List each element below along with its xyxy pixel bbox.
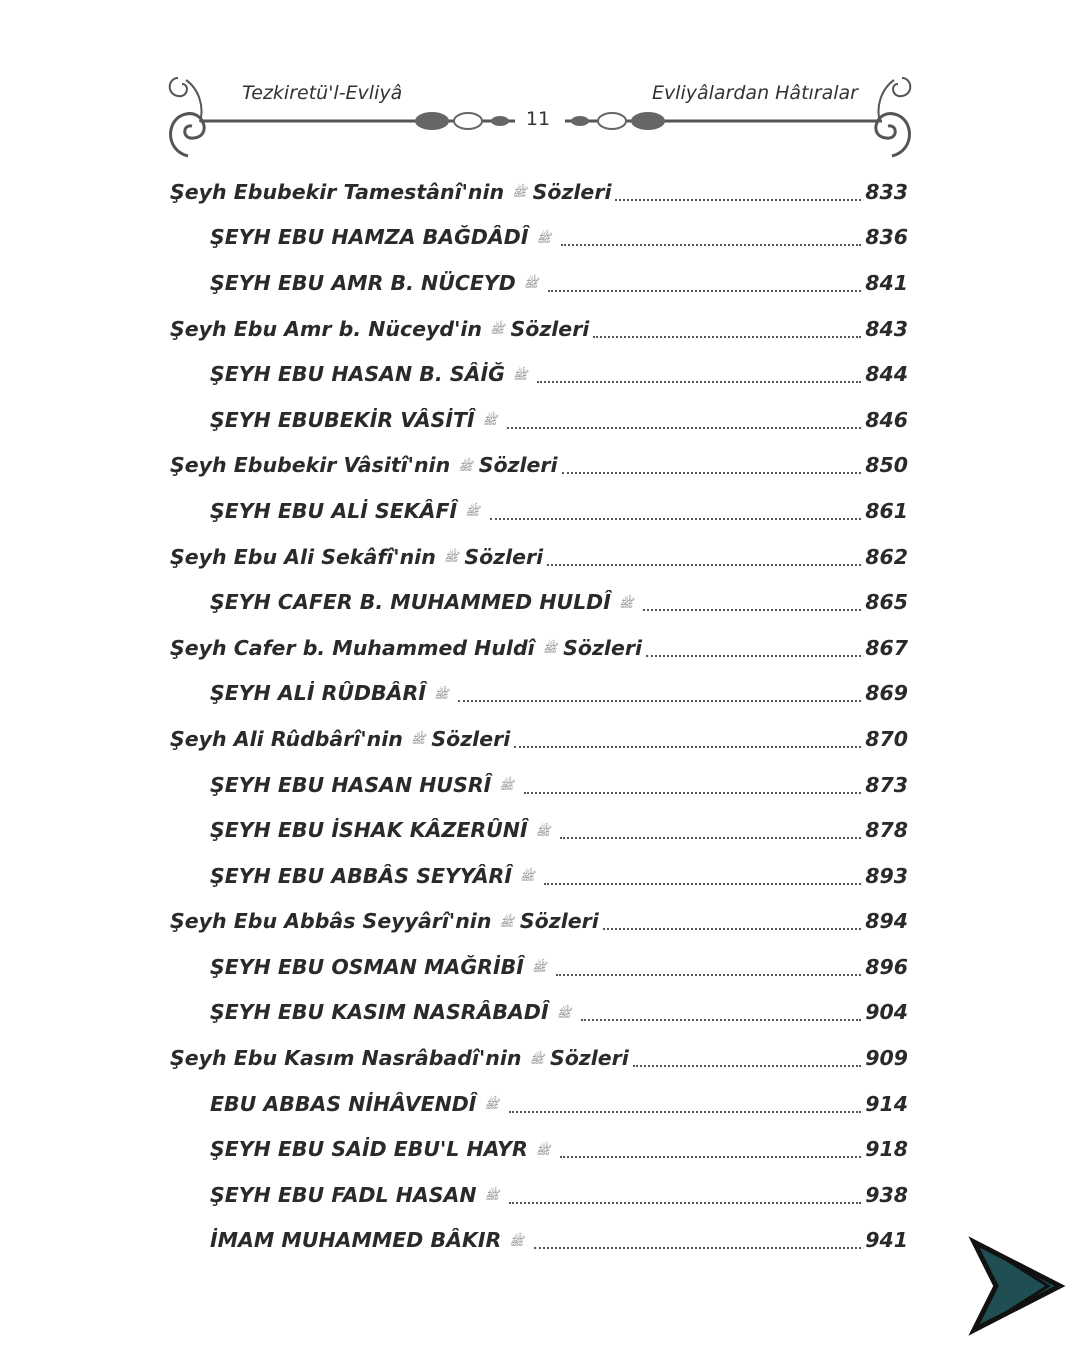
honorific-icon: ﷺ bbox=[499, 778, 514, 793]
toc-entry-title bbox=[210, 1000, 577, 1024]
dot-leader bbox=[537, 381, 861, 383]
dot-leader bbox=[562, 472, 862, 474]
toc-entry-page: 862 bbox=[865, 544, 908, 569]
toc-entry-text: ŞEYH CAFER B. MUHAMMED HULDÎ bbox=[210, 590, 611, 615]
toc-entry[interactable] bbox=[170, 1172, 908, 1218]
toc-entry-text: Şeyh Cafer b. Muhammed Huldî bbox=[170, 635, 535, 660]
toc-entry-text: ŞEYH EBU İSHAK KÂZERÛNÎ bbox=[210, 818, 528, 843]
toc-entry[interactable] bbox=[170, 579, 908, 625]
dot-leader bbox=[556, 974, 861, 976]
toc-entry-title bbox=[210, 1092, 505, 1116]
toc-entry[interactable] bbox=[170, 306, 908, 352]
toc-entry-title bbox=[170, 727, 510, 751]
dot-leader bbox=[560, 837, 861, 839]
dot-leader bbox=[458, 700, 861, 702]
toc-entry-page: 893 bbox=[865, 863, 908, 888]
honorific-icon: ﷺ bbox=[535, 823, 551, 838]
toc-entry[interactable] bbox=[170, 1035, 908, 1081]
dot-leader bbox=[534, 1247, 861, 1249]
toc-entry-title bbox=[210, 271, 544, 295]
honorific-icon: ﷺ bbox=[482, 413, 498, 428]
toc-entry[interactable] bbox=[170, 397, 908, 443]
toc-entry[interactable] bbox=[170, 215, 908, 261]
toc-entry[interactable] bbox=[170, 488, 908, 534]
toc-entry-page: 870 bbox=[865, 726, 908, 751]
toc-entry-page: 844 bbox=[865, 362, 908, 387]
toc-entry-title bbox=[210, 773, 520, 797]
toc-entry[interactable] bbox=[170, 443, 908, 489]
toc-entry-page: 878 bbox=[865, 818, 908, 843]
honorific-icon: ﷺ bbox=[542, 641, 558, 656]
honorific-icon: ﷺ bbox=[535, 1142, 551, 1157]
toc-entry[interactable] bbox=[170, 1218, 908, 1264]
toc-entry-text: ŞEYH EBU ALİ SEKÂFÎ bbox=[210, 498, 458, 523]
toc-entry-page: 867 bbox=[865, 635, 908, 660]
dot-leader bbox=[514, 746, 861, 748]
toc-entry-title bbox=[210, 681, 454, 705]
dot-leader bbox=[509, 1111, 861, 1113]
toc-entry-page: 904 bbox=[865, 1000, 908, 1025]
toc-entry-text: ŞEYH EBU AMR B. NÜCEYD bbox=[210, 270, 516, 295]
toc-entry-suffix: Sözleri bbox=[510, 316, 590, 341]
toc-entry-page: 938 bbox=[865, 1182, 908, 1207]
dot-leader bbox=[560, 1156, 861, 1158]
dot-leader bbox=[593, 336, 861, 338]
toc-entry-page: 918 bbox=[865, 1137, 908, 1162]
toc-entry[interactable] bbox=[170, 762, 908, 808]
toc-entry[interactable] bbox=[170, 671, 908, 717]
toc-entry-page: 846 bbox=[865, 407, 908, 432]
toc-entry[interactable] bbox=[170, 1081, 908, 1127]
honorific-icon: ﷺ bbox=[484, 1097, 499, 1112]
honorific-icon: ﷺ bbox=[443, 550, 459, 565]
toc-entry-title bbox=[210, 1137, 556, 1161]
dot-leader bbox=[581, 1019, 861, 1021]
toc-entry-page: 841 bbox=[865, 270, 908, 295]
toc-entry-suffix: Sözleri bbox=[549, 1046, 629, 1071]
honorific-icon: ﷺ bbox=[618, 595, 634, 610]
dot-leader bbox=[643, 609, 861, 611]
toc-entry[interactable] bbox=[170, 260, 908, 306]
toc-entry-text: EBU ABBAS NİHÂVENDÎ bbox=[210, 1091, 477, 1116]
toc-entry-page: 896 bbox=[865, 954, 908, 979]
honorific-icon: ﷺ bbox=[484, 1188, 500, 1203]
next-page-arrow-icon[interactable] bbox=[962, 1236, 1066, 1336]
honorific-icon: ﷺ bbox=[512, 185, 527, 200]
toc-entry-text: Şeyh Ebubekir Tamestânî'nin bbox=[170, 179, 505, 204]
dot-leader bbox=[633, 1065, 861, 1067]
toc-entry-text: Şeyh Ebu Abbâs Seyyârî'nin bbox=[170, 909, 492, 934]
header-book-title: Tezkiretü'l-Evliyâ bbox=[242, 82, 403, 104]
toc-entry-title bbox=[170, 453, 558, 477]
table-of-contents bbox=[170, 169, 908, 1263]
dot-leader bbox=[561, 244, 861, 246]
toc-entry-title bbox=[170, 909, 599, 933]
toc-entry-title bbox=[210, 499, 486, 523]
toc-entry-title bbox=[210, 408, 503, 432]
honorific-icon: ﷺ bbox=[509, 1233, 524, 1248]
toc-entry-title bbox=[210, 1228, 530, 1252]
toc-entry-title bbox=[170, 636, 642, 660]
dot-leader bbox=[646, 655, 861, 657]
toc-entry-title bbox=[210, 362, 533, 386]
toc-entry-suffix: Sözleri bbox=[532, 179, 612, 204]
honorific-icon: ﷺ bbox=[458, 458, 473, 473]
toc-entry[interactable] bbox=[170, 169, 908, 215]
toc-entry-text: ŞEYH EBU HASAN B. SÂİĞ bbox=[210, 362, 505, 387]
honorific-icon: ﷺ bbox=[499, 914, 514, 929]
toc-entry-text: ŞEYH EBU HASAN HUSRÎ bbox=[210, 772, 492, 797]
toc-entry[interactable] bbox=[170, 1126, 908, 1172]
toc-entry[interactable] bbox=[170, 625, 908, 671]
honorific-icon: ﷺ bbox=[556, 1005, 572, 1020]
toc-entry-text: ŞEYH EBUBEKİR VÂSİTÎ bbox=[210, 407, 475, 432]
honorific-icon: ﷺ bbox=[489, 322, 505, 337]
toc-entry-text: ŞEYH EBU SAİD EBU'L HAYR bbox=[210, 1137, 528, 1162]
page-number: 11 bbox=[516, 108, 560, 130]
toc-entry-title bbox=[210, 864, 540, 888]
toc-entry-text: Şeyh Ebu Amr b. Nüceyd'in bbox=[170, 316, 482, 341]
dot-leader bbox=[509, 1202, 861, 1204]
toc-entry[interactable] bbox=[170, 899, 908, 945]
toc-entry-title bbox=[210, 1183, 505, 1207]
toc-entry-suffix: Sözleri bbox=[431, 726, 511, 751]
toc-entry-title bbox=[170, 1046, 629, 1070]
toc-entry-page: 836 bbox=[865, 225, 908, 250]
honorific-icon: ﷺ bbox=[433, 686, 449, 701]
toc-entry-title bbox=[210, 590, 639, 614]
honorific-icon: ﷺ bbox=[465, 504, 480, 519]
toc-entry-text: ŞEYH EBU ABBÂS SEYYÂRÎ bbox=[210, 863, 512, 888]
toc-entry-page: 850 bbox=[865, 453, 908, 478]
toc-entry-page: 894 bbox=[865, 909, 908, 934]
toc-entry-text: İMAM MUHAMMED BÂKIR bbox=[210, 1228, 502, 1253]
toc-entry-suffix: Sözleri bbox=[563, 635, 643, 660]
dot-leader bbox=[524, 792, 861, 794]
toc-entry-title bbox=[210, 225, 557, 249]
toc-entry-text: Şeyh Ali Rûdbârî'nin bbox=[170, 726, 403, 751]
header-section-title: Evliyâlardan Hâtıralar bbox=[651, 82, 858, 104]
toc-entry[interactable] bbox=[170, 807, 908, 853]
dot-leader bbox=[547, 564, 861, 566]
toc-entry-suffix: Sözleri bbox=[478, 453, 558, 478]
toc-entry-text: Şeyh Ebubekir Vâsitî'nin bbox=[170, 453, 451, 478]
toc-entry-page: 941 bbox=[865, 1228, 908, 1253]
toc-entry-title bbox=[210, 955, 552, 979]
toc-entry[interactable] bbox=[170, 853, 908, 899]
honorific-icon: ﷺ bbox=[519, 869, 535, 884]
toc-entry-suffix: Sözleri bbox=[464, 544, 544, 569]
toc-entry[interactable] bbox=[170, 534, 908, 580]
honorific-icon: ﷺ bbox=[523, 276, 539, 291]
toc-entry-text: ŞEYH EBU FADL HASAN bbox=[210, 1182, 477, 1207]
toc-entry-title bbox=[210, 818, 556, 842]
honorific-icon: ﷺ bbox=[512, 367, 528, 382]
toc-entry[interactable] bbox=[170, 990, 908, 1036]
toc-entry-text: Şeyh Ebu Ali Sekâfî'nin bbox=[170, 544, 436, 569]
toc-entry[interactable] bbox=[170, 944, 908, 990]
toc-entry-text: ŞEYH EBU KASIM NASRÂBADÎ bbox=[210, 1000, 549, 1025]
toc-entry-title bbox=[170, 545, 543, 569]
toc-entry-text: ŞEYH EBU HAMZA BAĞDÂDÎ bbox=[210, 225, 529, 250]
toc-entry-text: Şeyh Ebu Kasım Nasrâbadî'nin bbox=[170, 1046, 522, 1071]
toc-entry-suffix: Sözleri bbox=[519, 909, 599, 934]
dot-leader bbox=[507, 427, 861, 429]
honorific-icon: ﷺ bbox=[529, 1051, 544, 1066]
page-header bbox=[160, 66, 920, 166]
toc-entry-title bbox=[170, 317, 589, 341]
toc-entry-text: ŞEYH EBU OSMAN MAĞRİBÎ bbox=[210, 954, 524, 979]
dot-leader bbox=[548, 290, 861, 292]
dot-leader bbox=[603, 928, 861, 930]
toc-entry[interactable] bbox=[170, 716, 908, 762]
toc-entry-page: 914 bbox=[865, 1091, 908, 1116]
toc-entry-title bbox=[170, 180, 611, 204]
toc-entry-page: 909 bbox=[865, 1046, 908, 1071]
toc-entry-page: 861 bbox=[865, 498, 908, 523]
honorific-icon: ﷺ bbox=[536, 230, 551, 245]
toc-entry-page: 843 bbox=[865, 316, 908, 341]
dot-leader bbox=[490, 518, 862, 520]
toc-entry-text: ŞEYH ALİ RÛDBÂRÎ bbox=[210, 681, 426, 706]
dot-leader bbox=[544, 883, 861, 885]
dot-leader bbox=[615, 199, 861, 201]
toc-entry-page: 869 bbox=[865, 681, 908, 706]
honorific-icon: ﷺ bbox=[531, 960, 547, 975]
toc-entry-page: 873 bbox=[865, 772, 908, 797]
toc-entry[interactable] bbox=[170, 351, 908, 397]
toc-entry-page: 865 bbox=[865, 590, 908, 615]
toc-entry-page: 833 bbox=[865, 179, 908, 204]
honorific-icon: ﷺ bbox=[410, 732, 426, 747]
